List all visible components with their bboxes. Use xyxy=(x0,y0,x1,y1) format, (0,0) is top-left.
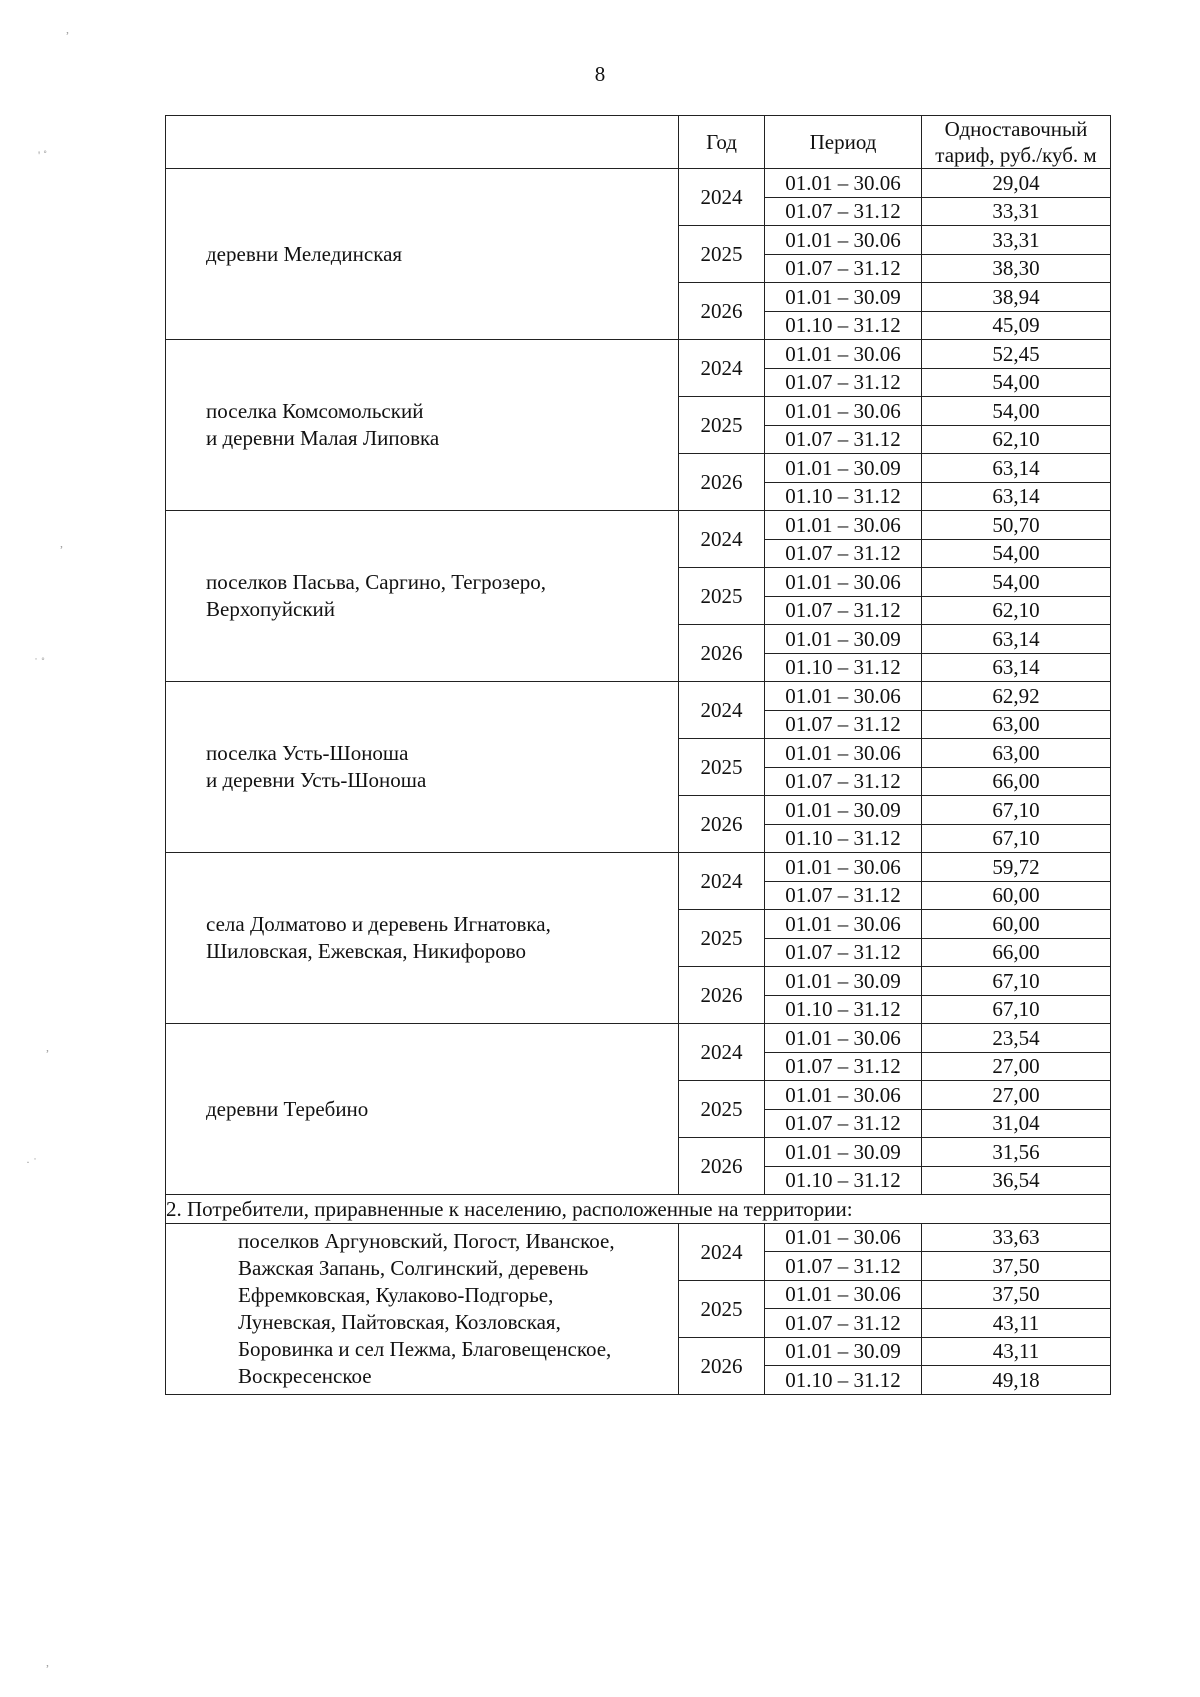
period-cell: 01.01 – 30.06 xyxy=(765,1081,922,1110)
year-cell: 2025 xyxy=(679,1081,765,1138)
place-cell xyxy=(166,682,679,853)
table-row xyxy=(166,511,1111,540)
table-row xyxy=(166,1223,1111,1252)
place-label: деревни Теребино xyxy=(206,1096,369,1121)
tariff-cell: 63,14 xyxy=(922,625,1111,654)
tariff-cell: 38,94 xyxy=(922,283,1111,312)
table-body xyxy=(166,169,1111,1395)
year-cell: 2024 xyxy=(679,169,765,226)
tariff-cell: 63,00 xyxy=(922,739,1111,768)
tariff-cell: 33,31 xyxy=(922,197,1111,226)
tariff-cell: 54,00 xyxy=(922,568,1111,597)
period-cell: 01.01 – 30.06 xyxy=(765,682,922,711)
place-cell xyxy=(166,340,679,511)
tariff-cell: 31,56 xyxy=(922,1138,1111,1167)
period-cell: 01.07 – 31.12 xyxy=(765,197,922,226)
tariff-cell: 60,00 xyxy=(922,881,1111,910)
scan-speck: ' ˚ xyxy=(38,148,48,162)
header-year: Год xyxy=(679,116,765,169)
table-header xyxy=(166,116,1111,169)
period-cell: 01.07 – 31.12 xyxy=(765,1052,922,1081)
period-cell: 01.01 – 30.09 xyxy=(765,454,922,483)
tariff-cell: 50,70 xyxy=(922,511,1111,540)
period-cell: 01.07 – 31.12 xyxy=(765,1252,922,1281)
tariff-cell: 67,10 xyxy=(922,824,1111,853)
period-cell: 01.07 – 31.12 xyxy=(765,710,922,739)
period-cell: 01.01 – 30.06 xyxy=(765,1280,922,1309)
tariff-cell: 63,14 xyxy=(922,653,1111,682)
tariff-cell: 62,10 xyxy=(922,596,1111,625)
period-cell: 01.10 – 31.12 xyxy=(765,995,922,1024)
year-cell: 2024 xyxy=(679,682,765,739)
page-number: 8 xyxy=(594,62,606,86)
tariff-cell: 27,00 xyxy=(922,1052,1111,1081)
year-cell: 2026 xyxy=(679,625,765,682)
place-cell xyxy=(166,169,679,340)
year-cell: 2026 xyxy=(679,454,765,511)
year-cell: 2025 xyxy=(679,1280,765,1337)
table-row xyxy=(166,340,1111,369)
period-cell: 01.01 – 30.09 xyxy=(765,967,922,996)
place-cell xyxy=(166,853,679,1024)
period-cell: 01.07 – 31.12 xyxy=(765,767,922,796)
place-cell xyxy=(166,1024,679,1195)
period-cell: 01.01 – 30.09 xyxy=(765,625,922,654)
tariff-cell: 63,00 xyxy=(922,710,1111,739)
tariff-table xyxy=(165,115,1111,1395)
tariff-cell: 45,09 xyxy=(922,311,1111,340)
tariff-cell: 23,54 xyxy=(922,1024,1111,1053)
place-cell xyxy=(166,1223,679,1394)
year-cell: 2024 xyxy=(679,853,765,910)
year-cell: 2024 xyxy=(679,1223,765,1280)
year-cell: 2026 xyxy=(679,283,765,340)
tariff-cell: 63,14 xyxy=(922,454,1111,483)
scan-speck: , xyxy=(46,1655,49,1669)
tariff-cell: 67,10 xyxy=(922,995,1111,1024)
tariff-cell: 29,04 xyxy=(922,169,1111,198)
scan-speck: , xyxy=(66,22,69,36)
scan-speck: , xyxy=(46,1040,49,1054)
tariff-cell: 49,18 xyxy=(922,1366,1111,1395)
tariff-cell: 36,54 xyxy=(922,1166,1111,1195)
period-cell: 01.10 – 31.12 xyxy=(765,1366,922,1395)
tariff-cell: 66,00 xyxy=(922,938,1111,967)
scan-speck: ˙ ˚ xyxy=(34,655,45,669)
period-cell: 01.01 – 30.06 xyxy=(765,1223,922,1252)
tariff-cell: 33,31 xyxy=(922,226,1111,255)
period-cell: 01.07 – 31.12 xyxy=(765,368,922,397)
tariff-cell: 37,50 xyxy=(922,1280,1111,1309)
period-cell: 01.07 – 31.12 xyxy=(765,938,922,967)
year-cell: 2026 xyxy=(679,1337,765,1394)
period-cell: 01.10 – 31.12 xyxy=(765,824,922,853)
period-cell: 01.07 – 31.12 xyxy=(765,1109,922,1138)
header-tariff: Одноставочный тариф, руб./куб. м xyxy=(922,116,1111,169)
period-cell: 01.07 – 31.12 xyxy=(765,254,922,283)
period-cell: 01.07 – 31.12 xyxy=(765,539,922,568)
place-label: поселка Усть-Шоноша и деревни Усть-Шоноша xyxy=(206,741,427,792)
period-cell: 01.01 – 30.06 xyxy=(765,226,922,255)
period-cell: 01.01 – 30.09 xyxy=(765,1138,922,1167)
table-row xyxy=(166,853,1111,882)
table-row xyxy=(166,682,1111,711)
tariff-cell: 63,14 xyxy=(922,482,1111,511)
period-cell: 01.01 – 30.06 xyxy=(765,853,922,882)
section-title-row xyxy=(166,1195,1111,1224)
place-label: поселков Аргуновский, Погост, Иванское, Важская Запань, Солгинский, деревень Ефремковская, Кулаково-Подгорье, Луневская, Пайтовская, Козловская, Боровинка и сел Пежма, Благовещенское, Воскресенское xyxy=(238,1228,615,1388)
tariff-cell: 54,00 xyxy=(922,539,1111,568)
place-label: поселков Пасьва, Саргино, Тегрозеро, Верхопуйский xyxy=(206,570,547,621)
place-label: деревни Мелединская xyxy=(206,241,403,266)
year-cell: 2024 xyxy=(679,1024,765,1081)
year-cell: 2024 xyxy=(679,340,765,397)
tariff-cell: 62,10 xyxy=(922,425,1111,454)
period-cell: 01.01 – 30.06 xyxy=(765,910,922,939)
tariff-cell: 54,00 xyxy=(922,368,1111,397)
section-title: 2. Потребители, приравненные к населению, расположенные на территории: xyxy=(166,1195,1111,1224)
year-cell: 2025 xyxy=(679,397,765,454)
period-cell: 01.01 – 30.09 xyxy=(765,796,922,825)
period-cell: 01.10 – 31.12 xyxy=(765,311,922,340)
tariff-cell: 52,45 xyxy=(922,340,1111,369)
tariff-cell: 59,72 xyxy=(922,853,1111,882)
table-row xyxy=(166,169,1111,198)
year-cell: 2026 xyxy=(679,967,765,1024)
tariff-cell: 66,00 xyxy=(922,767,1111,796)
period-cell: 01.01 – 30.06 xyxy=(765,397,922,426)
year-cell: 2025 xyxy=(679,739,765,796)
tariff-cell: 37,50 xyxy=(922,1252,1111,1281)
period-cell: 01.10 – 31.12 xyxy=(765,653,922,682)
header-place xyxy=(166,116,679,169)
period-cell: 01.01 – 30.06 xyxy=(765,169,922,198)
period-cell: 01.01 – 30.06 xyxy=(765,739,922,768)
period-cell: 01.07 – 31.12 xyxy=(765,1309,922,1338)
year-cell: 2025 xyxy=(679,568,765,625)
tariff-cell: 31,04 xyxy=(922,1109,1111,1138)
period-cell: 01.10 – 31.12 xyxy=(765,1166,922,1195)
period-cell: 01.01 – 30.06 xyxy=(765,340,922,369)
period-cell: 01.01 – 30.06 xyxy=(765,568,922,597)
tariff-cell: 38,30 xyxy=(922,254,1111,283)
place-cell xyxy=(166,511,679,682)
period-cell: 01.01 – 30.09 xyxy=(765,283,922,312)
year-cell: 2026 xyxy=(679,796,765,853)
tariff-cell: 54,00 xyxy=(922,397,1111,426)
period-cell: 01.07 – 31.12 xyxy=(765,881,922,910)
period-cell: 01.07 – 31.12 xyxy=(765,596,922,625)
scan-speck: · ˙ xyxy=(26,1155,37,1169)
year-cell: 2024 xyxy=(679,511,765,568)
tariff-cell: 43,11 xyxy=(922,1337,1111,1366)
place-label: села Долматово и деревень Игнатовка, Шиловская, Ежевская, Никифорово xyxy=(206,912,551,963)
tariff-cell: 60,00 xyxy=(922,910,1111,939)
period-cell: 01.01 – 30.06 xyxy=(765,1024,922,1053)
tariff-cell: 67,10 xyxy=(922,967,1111,996)
scan-speck: , xyxy=(60,536,63,550)
period-cell: 01.10 – 31.12 xyxy=(765,482,922,511)
period-cell: 01.01 – 30.06 xyxy=(765,511,922,540)
year-cell: 2025 xyxy=(679,226,765,283)
tariff-cell: 43,11 xyxy=(922,1309,1111,1338)
place-label: поселка Комсомольский и деревни Малая Липовка xyxy=(206,399,440,450)
table-row xyxy=(166,1024,1111,1053)
tariff-cell: 62,92 xyxy=(922,682,1111,711)
header-period: Период xyxy=(765,116,922,169)
year-cell: 2025 xyxy=(679,910,765,967)
tariff-cell: 33,63 xyxy=(922,1223,1111,1252)
tariff-cell: 27,00 xyxy=(922,1081,1111,1110)
year-cell: 2026 xyxy=(679,1138,765,1195)
period-cell: 01.01 – 30.09 xyxy=(765,1337,922,1366)
period-cell: 01.07 – 31.12 xyxy=(765,425,922,454)
tariff-cell: 67,10 xyxy=(922,796,1111,825)
